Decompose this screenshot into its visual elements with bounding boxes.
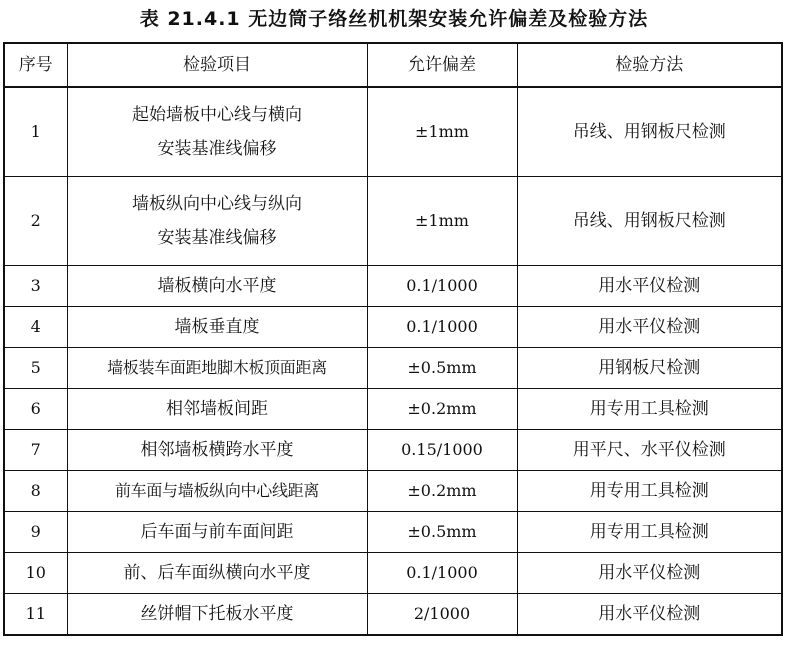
row-no: 10 bbox=[4, 553, 67, 594]
row-tolerance: 0.1/1000 bbox=[367, 553, 517, 594]
table-row bbox=[4, 594, 782, 636]
row-item: 墙板垂直度 bbox=[67, 307, 367, 348]
row-method: 用水平仪检测 bbox=[517, 594, 782, 636]
row-item-line1: 墙板纵向中心线与纵向 bbox=[132, 194, 302, 214]
table-row bbox=[4, 177, 782, 266]
row-method: 用专用工具检测 bbox=[517, 471, 782, 512]
table-header-row bbox=[4, 43, 782, 87]
row-item: 后车面与前车面间距 bbox=[67, 512, 367, 553]
row-tolerance: ±0.5mm bbox=[367, 348, 517, 389]
row-method: 吊线、用钢板尺检测 bbox=[517, 177, 782, 266]
table-row bbox=[4, 87, 782, 177]
header-tolerance: 允许偏差 bbox=[367, 43, 517, 87]
row-no: 11 bbox=[4, 594, 67, 636]
row-item: 相邻墙板间距 bbox=[67, 389, 367, 430]
row-method: 用水平仪检测 bbox=[517, 307, 782, 348]
row-no: 9 bbox=[4, 512, 67, 553]
row-method: 用水平仪检测 bbox=[517, 266, 782, 307]
table-row bbox=[4, 430, 782, 471]
row-tolerance: ±1mm bbox=[367, 87, 517, 177]
row-no: 5 bbox=[4, 348, 67, 389]
inspection-table bbox=[3, 42, 783, 636]
row-item-line2: 安装基准线偏移 bbox=[157, 139, 277, 159]
table-row bbox=[4, 266, 782, 307]
row-no: 7 bbox=[4, 430, 67, 471]
row-item bbox=[67, 87, 367, 177]
row-method: 用平尺、水平仪检测 bbox=[517, 430, 782, 471]
row-no: 4 bbox=[4, 307, 67, 348]
row-no: 1 bbox=[4, 87, 67, 177]
row-item-line1: 起始墙板中心线与横向 bbox=[132, 105, 302, 125]
row-no: 2 bbox=[4, 177, 67, 266]
table-row bbox=[4, 471, 782, 512]
row-tolerance: 0.1/1000 bbox=[367, 307, 517, 348]
row-method: 用专用工具检测 bbox=[517, 389, 782, 430]
row-tolerance: 0.1/1000 bbox=[367, 266, 517, 307]
table-title: 表 21.4.1 无边筒子络丝机机架安装允许偏差及检验方法 bbox=[139, 8, 649, 30]
row-no: 8 bbox=[4, 471, 67, 512]
table-row bbox=[4, 348, 782, 389]
row-item: 墙板横向水平度 bbox=[67, 266, 367, 307]
table-row bbox=[4, 389, 782, 430]
row-no: 3 bbox=[4, 266, 67, 307]
row-tolerance: ±0.2mm bbox=[367, 389, 517, 430]
row-tolerance: ±0.2mm bbox=[367, 471, 517, 512]
row-item: 前车面与墙板纵向中心线距离 bbox=[67, 471, 367, 512]
row-item: 墙板装车面距地脚木板顶面距离 bbox=[67, 348, 367, 389]
row-item: 相邻墙板横跨水平度 bbox=[67, 430, 367, 471]
header-no: 序号 bbox=[4, 43, 67, 87]
row-method: 用钢板尺检测 bbox=[517, 348, 782, 389]
row-method: 用专用工具检测 bbox=[517, 512, 782, 553]
row-item bbox=[67, 177, 367, 266]
row-no: 6 bbox=[4, 389, 67, 430]
row-item-line2: 安装基准线偏移 bbox=[157, 228, 277, 248]
row-item: 丝饼帽下托板水平度 bbox=[67, 594, 367, 636]
row-item: 前、后车面纵横向水平度 bbox=[67, 553, 367, 594]
row-tolerance: ±0.5mm bbox=[367, 512, 517, 553]
header-method: 检验方法 bbox=[517, 43, 782, 87]
header-item: 检验项目 bbox=[67, 43, 367, 87]
row-method: 吊线、用钢板尺检测 bbox=[517, 87, 782, 177]
row-tolerance: 2/1000 bbox=[367, 594, 517, 636]
table-row bbox=[4, 512, 782, 553]
table-row bbox=[4, 307, 782, 348]
table-row bbox=[4, 553, 782, 594]
row-method: 用水平仪检测 bbox=[517, 553, 782, 594]
row-tolerance: 0.15/1000 bbox=[367, 430, 517, 471]
row-tolerance: ±1mm bbox=[367, 177, 517, 266]
